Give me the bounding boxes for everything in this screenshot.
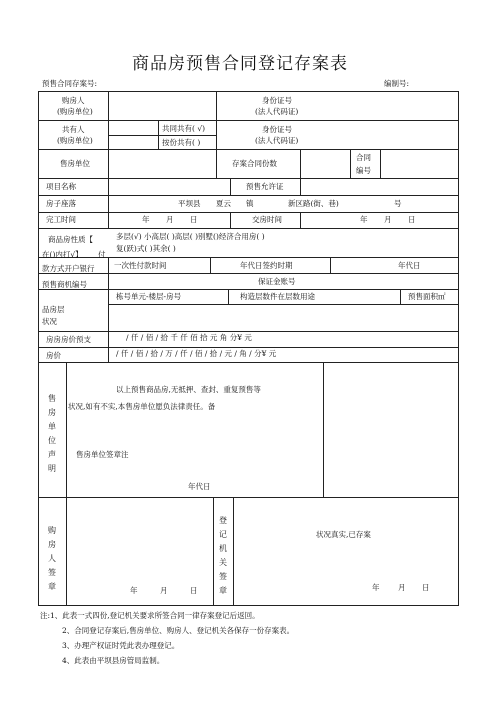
- nature-label-1: 商品房性质【: [48, 235, 93, 244]
- completion-year: 年: [142, 215, 150, 224]
- seller-seal-date: 年代日: [188, 482, 211, 491]
- date-label: 年代日: [398, 261, 421, 270]
- location-town: 夏云: [216, 199, 231, 208]
- handover-month: 月: [384, 215, 392, 224]
- coowner-id-label: 身份证号: [262, 125, 292, 134]
- coowner-label: 共有人: [62, 125, 85, 134]
- buyer-sign-month: 月: [160, 586, 168, 595]
- total-price-label: 房价: [46, 351, 61, 360]
- seller-seal-label: 售房单位签章注: [76, 450, 129, 459]
- location-zhen: 镇: [246, 199, 254, 208]
- serial-no-label: 编制号:: [384, 79, 410, 88]
- seller-declaration-label: 售房单位声明: [48, 394, 56, 473]
- pay-method-label-1: 付: [98, 250, 106, 259]
- reg-year: 年: [372, 583, 380, 592]
- mortgage-date-label: 年代日签约时期: [240, 261, 293, 270]
- seller-label: 售房单位: [60, 159, 90, 168]
- coowner-sub-label: (购房单位): [57, 136, 93, 145]
- handover-label: 交房时间: [252, 215, 282, 224]
- presale-permit-label: 预售允许证: [246, 182, 284, 191]
- location-label: 房子座落: [46, 199, 76, 208]
- note-3: 3、办理产权证时凭此表办理登记。: [62, 641, 180, 650]
- unit-status-label-2: 状况: [42, 317, 57, 326]
- joint-share-option[interactable]: 按份共有( ): [162, 138, 201, 147]
- location-county: 平坝县: [178, 199, 201, 208]
- pay-method-label: 款方式开户银行: [42, 264, 95, 273]
- note-2: 2、合同登记存案后,售房单位、购房人、登记机关各保存一份存案表。: [62, 626, 295, 635]
- unit-price-digits: / 仟 / 佰 / 拾 千 仟 佰 拾 元 角 分¥ 元: [126, 333, 252, 342]
- location-district: 新区路(街、巷): [288, 199, 339, 208]
- joint-common-option[interactable]: 共同共有( √): [162, 124, 206, 133]
- total-price-digits: / 仟 / 佰 / 拾 / 万 / 仟 / 佰 / 拾 / 元 / 角 / 分¥ 元: [116, 349, 277, 358]
- registration-statement: 状况真实,已存案: [316, 530, 371, 539]
- guarantee-label: 保证金账号: [258, 277, 296, 286]
- filing-copies-label: 存案合同份数: [232, 159, 277, 168]
- buyer-id-sub-label: (法人代码证): [255, 107, 299, 116]
- nature-options-line-1[interactable]: 多层(√) 小高层( )高层( )别墅()经济合用房( ): [116, 232, 265, 241]
- completion-month: 月: [166, 215, 174, 224]
- location-no: 号: [394, 199, 402, 208]
- completion-day: 日: [190, 215, 198, 224]
- unit-status-label-1: 品房层: [42, 305, 65, 314]
- buyer-sub-label: (购房单位): [57, 107, 93, 116]
- seller-declaration-line-1: 以上预售商品房,无抵押、查封、重复预售等: [116, 385, 261, 394]
- handover-year: 年: [360, 215, 368, 224]
- nature-options-line-2[interactable]: 复(跃)式( )其余( ): [116, 244, 176, 253]
- note-1: 注:1、此表一式四份,登记机关要求所签合同一律存案登记后返回。: [40, 611, 260, 620]
- coowner-id-sub-label: (法人代码证): [255, 136, 299, 145]
- note-4: 4、此表由平坝县房管局监制。: [62, 656, 165, 665]
- seller-declaration-line-2: 状况,如有不实,本售房单位愿负法律责任。备: [68, 402, 216, 411]
- contract-no-label-2: 编号: [356, 166, 371, 175]
- buyer-sign-day: 日: [190, 586, 198, 595]
- reg-day: 日: [422, 583, 430, 592]
- nature-label-2: 在()内打√】: [42, 250, 83, 259]
- unit-id-header: 栋号单元-楼层-房号: [116, 292, 182, 301]
- buyer-label: 购房人: [62, 96, 85, 105]
- page-title: 商品房预售合同登记存案表: [132, 54, 348, 74]
- contract-no-label: 预售合同存案号:: [42, 79, 98, 88]
- unit-price-label: 房房房价预支: [46, 335, 91, 344]
- contract-no-label-1: 合同: [356, 153, 371, 162]
- completion-label: 完工时间: [46, 215, 76, 224]
- project-name-label: 项目名称: [46, 182, 76, 191]
- buyer-sign-year: 年: [130, 586, 138, 595]
- structure-header: 构造层数件在层数用途: [240, 292, 315, 301]
- registration-authority-label: 登记机关签章: [219, 516, 227, 595]
- presale-area-header: 预售面积㎡: [408, 292, 446, 301]
- buyer-id-label: 身份证号: [262, 96, 292, 105]
- reg-month: 月: [398, 583, 406, 592]
- lump-date-label: 一次性付款时间: [114, 261, 167, 270]
- escrow-label: 预售商机编号: [42, 280, 87, 289]
- handover-day: 日: [408, 215, 416, 224]
- buyer-signature-label: 购房人签章: [48, 526, 56, 591]
